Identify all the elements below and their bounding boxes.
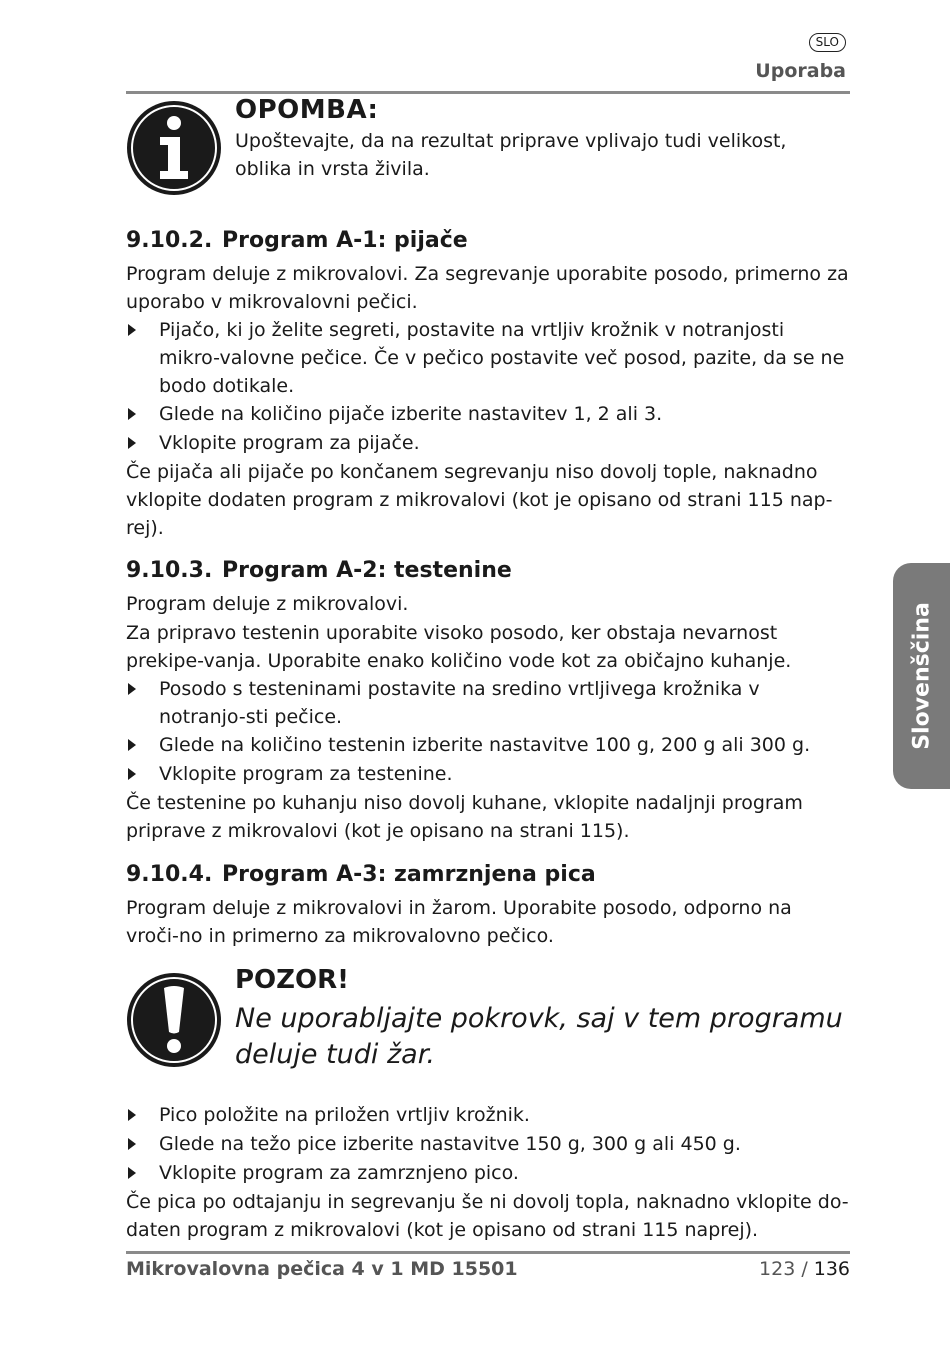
note-body: Upoštevajte, da na rezultat priprave vplivajo tudi velikost, oblika in vrsta živila. <box>235 130 787 180</box>
side-tab-label: Slovenščina <box>909 602 934 750</box>
bullet-arrow-icon <box>128 768 136 780</box>
paragraph: Če pijača ali pijače po končanem segrevanju niso dovolj tople, naknadno vklopite dodaten program z mikrovalovi (kot je opisano od strani 115 nap-rej). <box>126 461 833 539</box>
paragraph: Program deluje z mikrovalovi. <box>126 593 409 615</box>
paragraph: Za pripravo testenin uporabite visoko posodo, ker obstaja nevarnost prekipe-vanja. Uporabite enako količino vode kot za običajno kuhanje. <box>126 622 792 672</box>
paragraph: Program deluje z mikrovalovi. Za segrevanje uporabite posodo, primerno za uporabo v mikrovalovni pečici. <box>126 263 849 313</box>
bullet-arrow-icon <box>128 1109 136 1121</box>
exclamation-icon <box>127 973 221 1067</box>
section-number: 9.10.2. <box>126 228 213 253</box>
footer-divider <box>126 1251 850 1254</box>
info-icon <box>127 101 221 195</box>
section-title: Program A-3: zamrznjena pica <box>222 862 596 887</box>
list-item <box>126 1159 850 1187</box>
paragraph: Če testenine po kuhanju niso dovolj kuhane, vklopite nadaljnji program priprave z mikrovalovi (kot je opisano na strani 115). <box>126 792 803 842</box>
list-item-text: Glede na količino testenin izberite nastavitve 100 g, 200 g ali 300 g. <box>159 734 811 756</box>
note-title: OPOMBA: <box>235 95 379 125</box>
list-item-text: Vklopite program za testenine. <box>159 763 453 785</box>
bullet-arrow-icon <box>128 324 136 336</box>
paragraph: Če pica po odtajanju in segrevanju še ni dovolj topla, naknadno vklopite do-daten program z mikrovalovi (kot je opisano od strani 115 naprej). <box>126 1191 849 1241</box>
language-side-tab <box>893 563 950 789</box>
header-divider <box>126 91 850 94</box>
list-item <box>126 429 850 457</box>
bullet-arrow-icon <box>128 739 136 751</box>
bullet-arrow-icon <box>128 683 136 695</box>
list-item <box>126 760 850 788</box>
section-number: 9.10.4. <box>126 862 213 887</box>
list-item <box>126 1130 850 1158</box>
section-title: Program A-2: testenine <box>222 558 512 583</box>
list-item-text: Glede na količino pijače izberite nastavitev 1, 2 ali 3. <box>159 403 663 425</box>
section-heading-a2 <box>126 558 512 583</box>
list-item-text: Posodo s testeninami postavite na sredino vrtljivega krožnika v notranjo-sti pečice. <box>159 678 760 728</box>
section-title: Program A-1: pijače <box>222 228 468 253</box>
warning-body: Ne uporabljajte pokrovk, saj v tem programu deluje tudi žar. <box>235 1003 843 1070</box>
section-header: Uporaba <box>755 60 846 82</box>
section-heading-a3 <box>126 862 596 887</box>
section-number: 9.10.3. <box>126 558 213 583</box>
list-item <box>126 1101 850 1129</box>
list-item-text: Vklopite program za zamrznjeno pico. <box>159 1162 519 1184</box>
current-page: 123 / <box>759 1258 808 1280</box>
total-pages: 136 <box>813 1258 850 1280</box>
bullet-arrow-icon <box>128 1138 136 1150</box>
list-item <box>126 400 850 428</box>
bullet-arrow-icon <box>128 1167 136 1179</box>
language-badge: SLO <box>809 33 846 52</box>
warning-title: POZOR! <box>235 965 349 995</box>
list-item <box>126 731 850 759</box>
section-heading-a1 <box>126 228 468 253</box>
page-number <box>759 1258 850 1280</box>
list-item-text: Pico položite na priložen vrtljiv krožnik. <box>159 1104 530 1126</box>
bullet-arrow-icon <box>128 408 136 420</box>
paragraph: Program deluje z mikrovalovi in žarom. Uporabite posodo, odporno na vroči-no in primerno za mikrovalovno pečico. <box>126 897 792 947</box>
list-item-text: Vklopite program za pijače. <box>159 432 420 454</box>
bullet-arrow-icon <box>128 437 136 449</box>
list-item <box>126 675 850 731</box>
list-item <box>126 316 850 400</box>
list-item-text: Glede na težo pice izberite nastavitve 150 g, 300 g ali 450 g. <box>159 1133 741 1155</box>
list-item-text: Pijačo, ki jo želite segreti, postavite na vrtljiv krožnik v notranjosti mikro-valovne pečice. Če v pečico postavite več posod, pazite, da se ne bodo dotikale. <box>159 319 845 397</box>
footer-title: Mikrovalovna pečica 4 v 1 MD 15501 <box>126 1258 518 1280</box>
